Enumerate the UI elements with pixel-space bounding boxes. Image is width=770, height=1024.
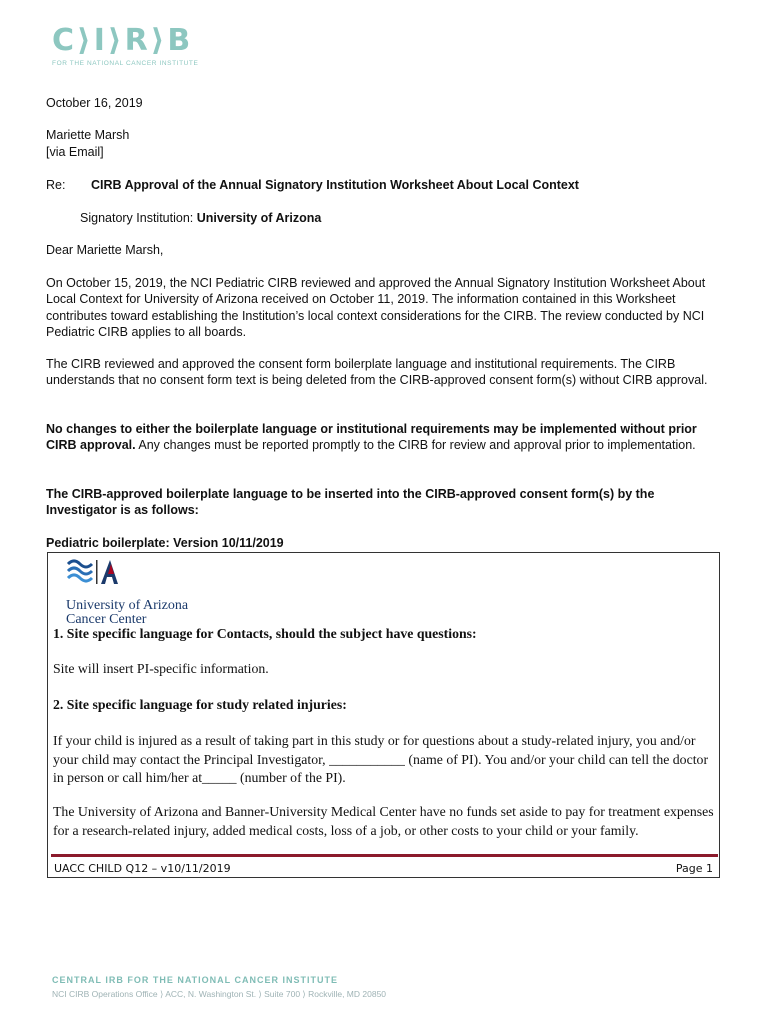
section-2-text-2: The University of Arizona and Banner-University Medical Center have no funds set aside to pay for treatment expenses for a research-related injury, added medical costs, loss of a job, or other costs to your child or your family. [53,804,714,838]
institution-label: Signatory Institution: [80,211,197,225]
re-label: Re: [46,178,66,192]
signatory-institution [80,210,321,226]
center-name-line1: University of Arizona [66,598,189,613]
re-subject: CIRB Approval of the Annual Signatory Institution Worksheet About Local Context [91,178,579,192]
uacc-logo [66,558,188,627]
institution-name: University of Arizona [196,211,322,225]
section-2-heading: 2. Site specific language for study related injuries: [53,697,347,712]
logo-subtitle: FOR THE NATIONAL CANCER INSTITUTE [52,60,199,67]
footer-divider [51,854,718,857]
recipient-via: [via Email] [46,145,104,159]
footer-address: NCI CIRB Operations Office ⟩ ACC, N. Washington St. ⟩ Suite 700 ⟩ Rockville, MD 20850 [52,989,387,999]
page-number: Page 1 [675,862,713,875]
section-1-text: Site will insert PI-specific information. [53,661,269,676]
form-version: UACC CHILD Q12 – v10/11/2019 [54,862,231,875]
paragraph-2: The CIRB reviewed and approved the consent form boilerplate language and institutional requirements. The CIRB understands that no consent form text is being deleted from the CIRB-approved consent form(s) without CIRB approval. [46,357,708,388]
paragraph-3 [46,421,726,454]
cirb-logo [52,23,199,67]
footer-org-name: CENTRAL IRB FOR THE NATIONAL CANCER INSTITUTE [52,975,338,985]
paragraph-1: On October 15, 2019, the NCI Pediatric CIRB reviewed and approved the Annual Signatory Institution Worksheet About Local Context for University of Arizona received on October 11, 2019. The information contained in this Worksheet contributes toward establishing the Institution’s local context considerations for the CIRB. The review conducted by NCI Pediatric CIRB applies to all boards. [46,276,706,339]
section-1-heading: 1. Site specific language for Contacts, should the subject have questions: [53,626,477,641]
paragraph-3-rest: Any changes must be reported promptly to the CIRB for review and approval prior to implementation. [135,438,696,453]
paragraph-4: The CIRB-approved boilerplate language to be inserted into the CIRB-approved consent form(s) by the Investigator is as follows: [46,487,655,518]
recipient-name: Mariette Marsh [46,128,130,142]
uacc-emblem-icon [66,558,126,586]
logo-wordmark: C⟩I⟩R⟩B [52,23,194,58]
section-2-text-1: If your child is injured as a result of taking part in this study or for questions about a study-related injury, you and/or your child may contact the Principal Investigator, ___________ (name of PI). You and/or your child can tell the doctor in person or call him/her at_____ (number of the PI). [53,733,709,785]
boilerplate-box [47,552,720,878]
boilerplate-heading: Pediatric boilerplate: Version 10/11/2019 [46,536,284,550]
center-name-line2: Cancer Center [66,612,147,627]
letter-date: October 16, 2019 [46,96,143,110]
salutation: Dear Mariette Marsh, [46,243,164,257]
paragraph-3-bold: No changes to either the boilerplate language or institutional requirements may be implemented without prior CIRB approval. [46,422,697,453]
